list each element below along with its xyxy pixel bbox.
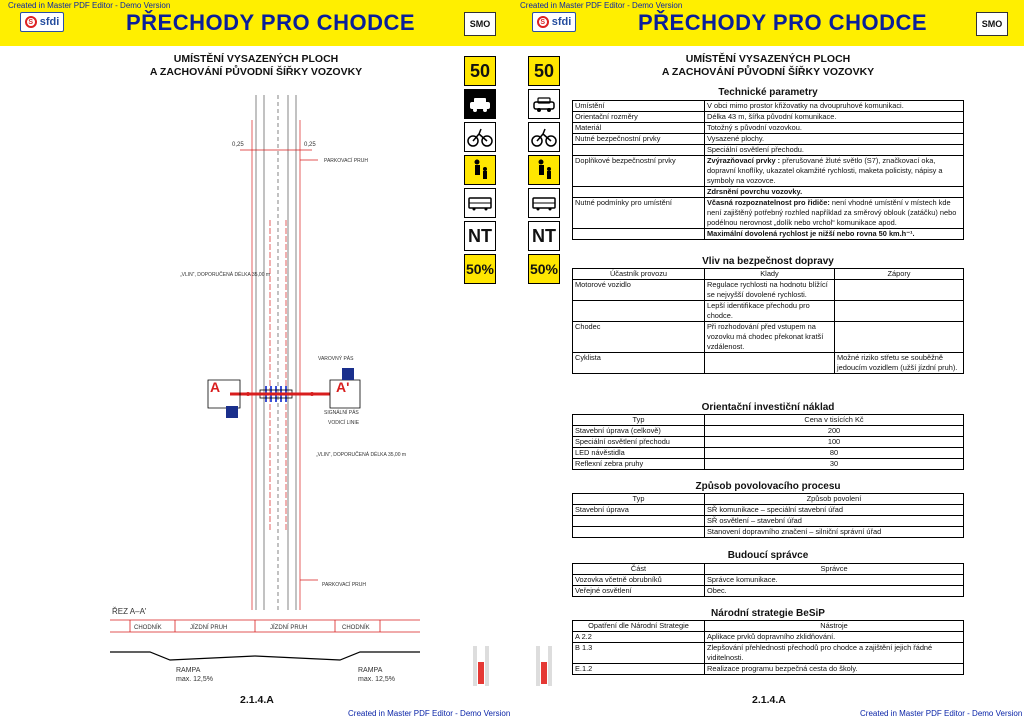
table-row: SŘ osvětlení – stavební úřad	[573, 516, 964, 527]
nt-badge: NT	[528, 221, 560, 251]
left-subtitle: UMÍSTĚNÍ VYSAZENÝCH PLOCH A ZACHOVÁNÍ PŮVODNÍ ŠÍŘKY VOZOVKY	[149, 53, 363, 78]
admin-heading: Budoucí správce	[727, 550, 809, 561]
table-row: B 1.3 Zlepšování přehlednosti přechodů pro chodce a zajištění jejich řádné viditelnosti.	[573, 643, 964, 664]
demo-watermark: Created in Master PDF Editor - Demo Version	[520, 1, 683, 10]
lane-label: JÍZDNÍ PRUH	[190, 625, 228, 631]
cost-table	[572, 414, 964, 470]
table-row: Vozovka včetně obrubníků Správce komunikace.	[573, 575, 964, 586]
safety-impact-table	[572, 268, 964, 374]
percent-badge: 50%	[464, 254, 496, 284]
technical-drawing	[90, 90, 440, 690]
safety-impact-heading: Vliv na bezpečnost dopravy	[702, 256, 834, 267]
speed-limit-badge: 50	[464, 56, 496, 86]
table-row: Cyklista Možné riziko střetu se souběžně jedoucím vozidlem (užší jízdní pruh).	[573, 353, 964, 374]
demo-watermark: Created in Master PDF Editor - Demo Version	[8, 1, 171, 10]
sfdi-logo: S sfdi	[20, 12, 64, 32]
bus-icon	[464, 188, 496, 218]
section-mark-a-prime: A'	[336, 379, 350, 395]
ramp-label: RAMPA	[358, 667, 383, 674]
bus-icon	[528, 188, 560, 218]
table-row: Nutné podmínky pro umístění Včasná rozpoznatelnost pro řidiče: není vhodné umístění v místech kde není zajištěný potřebný rozhled například za směrový oblouk (zatáčku) nebo podélnou nerovnost „dolík nebo vrchol“ komunikace apod.	[573, 198, 964, 229]
table-row: Materiál Totožný s původní vozovkou.	[573, 123, 964, 134]
dim-left-label: 0,25	[232, 142, 244, 148]
right-subtitle: UMÍSTĚNÍ VYSAZENÝCH PLOCH A ZACHOVÁNÍ PŮVODNÍ ŠÍŘKY VOZOVKY	[661, 53, 875, 78]
crossing-plan-svg	[90, 90, 440, 690]
bicycle-icon	[464, 122, 496, 152]
table-row: LED návěstidla 80	[573, 448, 964, 459]
technical-params-heading: Technické parametry	[718, 87, 818, 98]
sfdi-mark-icon: S	[537, 16, 549, 28]
header-bar	[0, 0, 1024, 46]
vlin-label-top: „VLIN“, DOPORUČENÁ DÉLKA 35,00 m	[180, 272, 271, 278]
signal-strip-label: SIGNÁLNÍ PÁS	[324, 410, 359, 416]
icon-column-right	[528, 56, 560, 287]
table-header: Typ Cena v tisících Kč	[573, 415, 964, 426]
technical-params-table	[572, 100, 964, 240]
section-mark-a: A	[210, 379, 221, 395]
vlin-label-bottom: „VLIN“, DOPORUČENÁ DÉLKA 35,00 m	[316, 452, 407, 458]
pedestrian-child-icon	[464, 155, 496, 185]
ramp-label: RAMPA	[176, 667, 201, 674]
guide-line-label: VODICÍ LINIE	[328, 420, 360, 426]
right-sheet-code: 2.1.4.A	[752, 694, 786, 706]
table-row: Doplňkové bezpečnostní prvky Zvýrazňovací prvky : přerušované žluté světlo (S7), značkovací oka, dopravní knoflíky, ukazatel okamžité rychlosti, maketa policisty, nápisy a symboly na vozovce.	[573, 156, 964, 187]
nt-badge: NT	[464, 221, 496, 251]
sidewalk-label: CHODNÍK	[342, 625, 370, 631]
table-row: Stavební úprava SŘ komunikace – speciální stavební úřad	[573, 505, 964, 516]
table-row: A 2.2 Aplikace prvků dopravního zklidňování.	[573, 632, 964, 643]
pedestrian-sign-icon	[226, 406, 238, 418]
admin-table	[572, 563, 964, 597]
table-row: Speciální osvětlení přechodu.	[573, 145, 964, 156]
demo-watermark-bottom: Created in Master PDF Editor - Demo Version	[348, 709, 511, 718]
table-row: Veřejné osvětlení Obec.	[573, 586, 964, 597]
sfdi-logo: S sfdi	[532, 12, 576, 32]
sfdi-mark-icon: S	[25, 16, 37, 28]
parking-lane-label: PARKOVACÍ PRUH	[324, 158, 368, 164]
table-row: Chodec Při rozhodování před vstupem na vozovku má chodec překonat kratší vzdálenost.	[573, 322, 964, 353]
icon-column-left	[464, 56, 496, 287]
besip-heading: Národní strategie BeSiP	[711, 608, 825, 619]
table-row: Reflexní zebra pruhy 30	[573, 459, 964, 470]
ramp-slope-label: max. 12,5%	[358, 676, 395, 683]
table-header: Typ Způsob povolení	[573, 494, 964, 505]
pedestrian-child-icon	[528, 155, 560, 185]
table-row: Umístění V obci mimo prostor křižovatky na dvoupruhové komunikaci.	[573, 101, 964, 112]
car-icon	[464, 89, 496, 119]
table-header: Opatření dle Národní Strategie Nástroje	[573, 621, 964, 632]
table-header: Účastník provozu Klady Zápory	[573, 269, 964, 280]
percent-badge: 50%	[528, 254, 560, 284]
warning-strip-label: VAROVNÝ PÁS	[318, 356, 354, 362]
table-row: Motorové vozidlo Regulace rychlosti na hodnotu blížící se nejvyšší dovolené rychlosti.	[573, 280, 964, 301]
table-row: Lepší identifikace přechodu pro chodce.	[573, 301, 964, 322]
table-row: Maximální dovolená rychlost je nižší nebo rovna 50 km.h⁻¹.	[573, 229, 964, 240]
besip-table	[572, 620, 964, 675]
cost-heading: Orientační investiční náklad	[701, 402, 835, 413]
ds-logo-icon	[533, 644, 555, 688]
permit-heading: Způsob povolovacího procesu	[695, 481, 841, 492]
table-header: Část Správce	[573, 564, 964, 575]
ds-logo-icon	[470, 644, 492, 688]
bicycle-icon	[528, 122, 560, 152]
page-title: PŘECHODY PRO CHODCE	[638, 10, 928, 35]
lane-label: JÍZDNÍ PRUH	[270, 625, 308, 631]
speed-limit-badge: 50	[528, 56, 560, 86]
smo-logo: SMO	[464, 12, 496, 36]
car-icon	[528, 89, 560, 119]
table-row: Stanovení dopravního značení – silniční správní úřad	[573, 527, 964, 538]
table-row: Orientační rozměry Délka 43 m, šířka původní komunikace.	[573, 112, 964, 123]
ramp-slope-label: max. 12,5%	[176, 676, 213, 683]
dim-right-label: 0,25	[304, 142, 316, 148]
table-row: E.1.2 Realizace programu bezpečná cesta do školy.	[573, 664, 964, 675]
page-title: PŘECHODY PRO CHODCE	[126, 10, 416, 35]
demo-watermark-bottom: Created in Master PDF Editor - Demo Version	[860, 709, 1023, 718]
section-title: ŘEZ A–A'	[112, 607, 147, 616]
table-row: Stavební úprava (celkově) 200	[573, 426, 964, 437]
parking-lane-label: PARKOVACÍ PRUH	[322, 582, 366, 588]
permit-table	[572, 493, 964, 538]
left-sheet-code: 2.1.4.A	[240, 694, 274, 706]
table-row: Zdrsnění povrchu vozovky.	[573, 187, 964, 198]
table-row: Speciální osvětlení přechodu 100	[573, 437, 964, 448]
smo-logo: SMO	[976, 12, 1008, 36]
table-row: Nutné bezpečnostní prvky Vysazené plochy.	[573, 134, 964, 145]
sidewalk-label: CHODNÍK	[134, 625, 162, 631]
